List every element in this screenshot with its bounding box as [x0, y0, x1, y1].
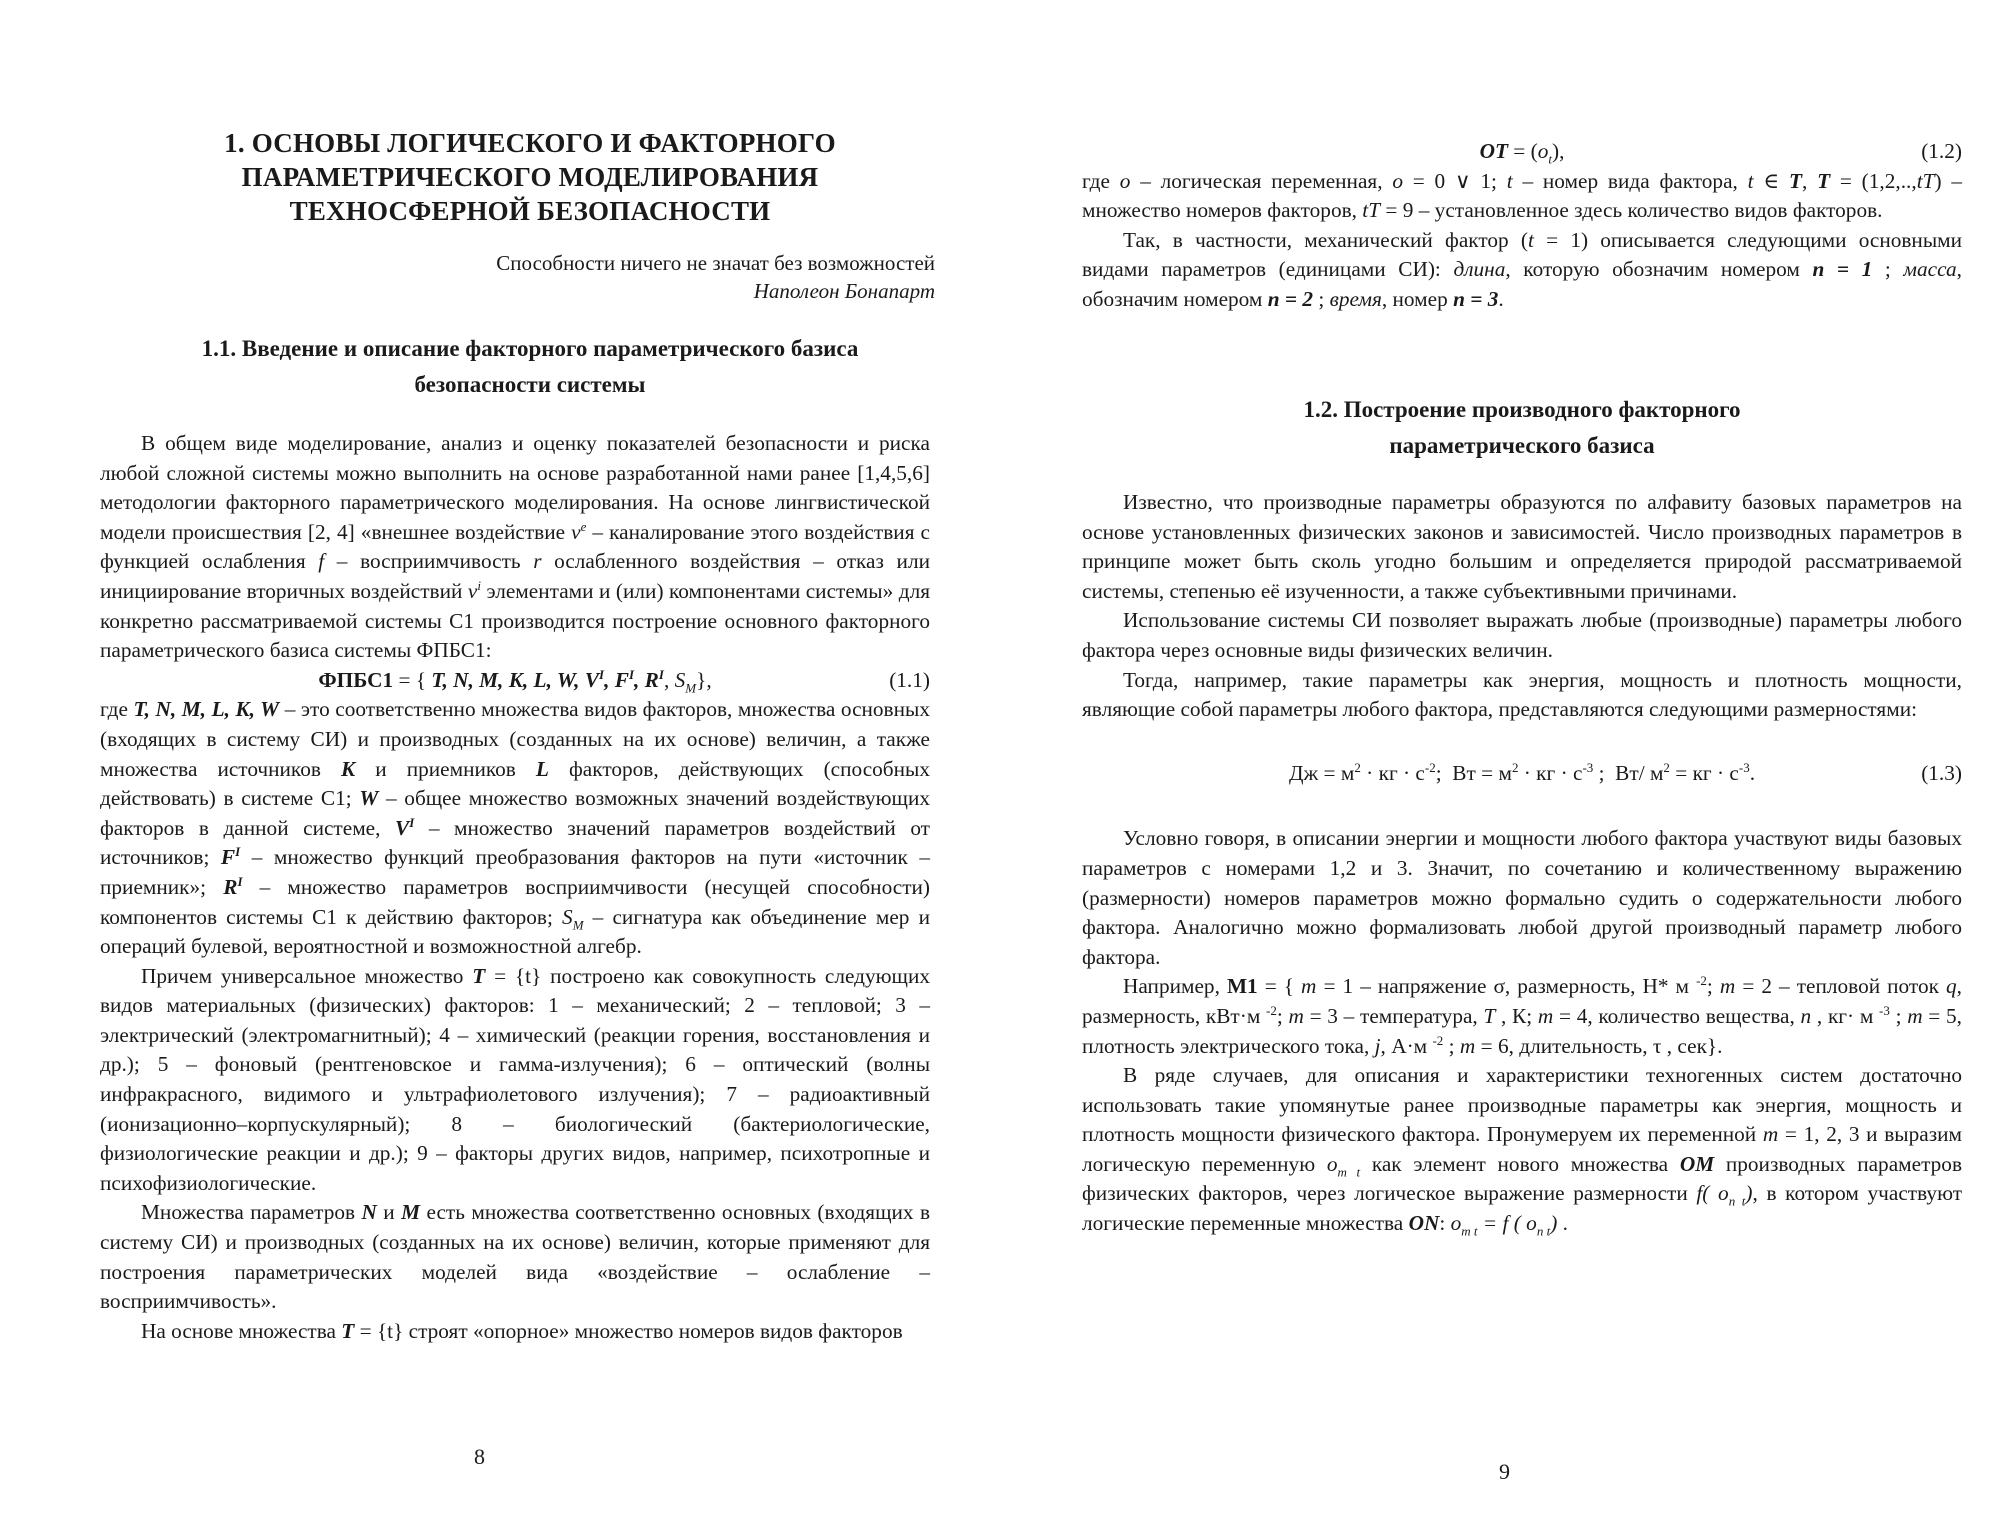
formula-1-1: ФПБС1 = { T, N, M, K, L, W, $V^I$, $F^I$, $R^I$, $S_M$}, (1.1)	[318, 666, 930, 695]
section-title-line-1: 1.2. Построение производного факторного	[1303, 397, 1741, 422]
paragraph: Использование системы СИ позволяет выражать любые (производные) параметры любого фактора через основные виды физических величин.	[1082, 608, 1962, 662]
paragraph: где o – логическая переменная, o = 0 ∨ 1; t – номер вида фактора, t ∈ T, T = (1,2,..,tT) – множество номеров факторов, tT = 9 – установленное здесь количество видов факторов.	[1082, 168, 1963, 223]
section-title-line-1: 1.1. Введение и описание факторного параметрического базиса	[201, 336, 859, 361]
section-title-line-2: параметрического базиса	[1389, 433, 1655, 458]
chapter-title	[100, 126, 960, 228]
epigraph-author: Наполеон Бонапарт	[753, 279, 935, 303]
paragraph: Известно, что производные параметры образуются по алфавиту базовых параметров на основе установленных физических законов и зависимостей. Число производных параметров в принципе может быть сколь угодно большим и определяется природой рассматриваемой системы, степенью её изученности, а также субъективными причинами.	[1082, 490, 1962, 603]
paragraph: Например, М1 = { m = 1 – напряжение σ, размерность, Н* м $^{-2}$; m = 2 – тепловой поток q, размерность, кВт·м $^{-2}$; m = 3 – температура, T , К; m = 4, количество вещества, n , кг· м $^{-3}$ ; m = 5, плотность электрического тока, j, А·м $^{-2}$ ; m = 6, длительность, τ , сек}.	[1082, 973, 1962, 1058]
section-title-line-2: безопасности системы	[414, 372, 646, 397]
paragraph: В ряде случаев, для описания и характеристики техногенных систем достаточно использовать такие упомянутые ранее производные параметры как энергия, мощность и плотность мощности физического фактора. Пронумеруем их переменной m = 1, 2, 3 и выразим логическую переменную $o_{m t}$ как элемент нового множества OM производных параметров физических факторов, через логическое выражение размерности f( $o_{n t}$), в котором участвуют логические переменные множества ON: $o_{m t} = f$ ( $o_{n t}$) .	[1082, 1063, 1963, 1239]
paragraph: Причем универсальное множество T = {t} построено как совокупность следующих видов материальных (физических) факторов: 1 – механический; 2 – тепловой; 3 – электрический (электромагнитный); 4 – химический (реакции горения, восстановления и др.); 5 – фоновый (рентгеновское и гамма-излучения); 6 – оптический (волны инфракрасного, видимого и ультрафиолетового излучения); 7 – радиоактивный (ионизационно–корпускулярный); 8 – биологический (бактериологические, физиологические реакции и др.); 9 – факторы других видов, например, психотропные и психофизиологические.	[100, 963, 930, 1195]
page-number: 9	[1499, 1459, 1510, 1484]
epigraph	[235, 249, 935, 305]
equation-number: (1.1)	[889, 667, 930, 692]
paragraph: Множества параметров N и M есть множества соответственно основных (входящих в систему СИ) и производных (созданных на их основе) величин, которые применяют для построения параметрических моделей вида «воздействие – ослабление – восприимчивость».	[100, 1200, 930, 1314]
paragraph: На основе множества T = {t} строят «опорное» множество номеров видов факторов	[141, 1318, 903, 1343]
chapter-title-line-2: ПАРАМЕТРИЧЕСКОГО МОДЕЛИРОВАНИЯ	[241, 162, 819, 192]
chapter-title-line-3: ТЕХНОСФЕРНОЙ БЕЗОПАСНОСТИ	[289, 196, 771, 226]
paragraph: В общем виде моделирование, анализ и оценку показателей безопасности и риска любой сложной системы можно выполнить на основе разработанной нами ранее [1,4,5,6] методологии факторного параметрического моделирования. На основе лингвистической модели происшествия [2, 4] «внешнее воздействие $v^e$ – каналирование этого воздействия с функцией ослабления f – восприимчивость r ослабленного воздействия – отказ или инициирование вторичных воздействий $v^i$ элементами и (или) компонентами системы» для конкретно рассматриваемой системы С1 производится построение основного факторного параметрического базиса системы ФПБС1:	[100, 431, 930, 663]
right-body-text-top	[1082, 137, 1962, 315]
chapter-title-line-1: 1. ОСНОВЫ ЛОГИЧЕСКОГО И ФАКТОРНОГО	[224, 128, 836, 158]
equation-number: (1.2)	[1921, 139, 1962, 163]
paragraph: Тогда, например, такие параметры как энергия, мощность и плотность мощности, являющие собой параметры любого фактора, представляются следующими размерностями:	[1082, 667, 1962, 722]
section-title-1-1	[100, 331, 960, 403]
right-body-text	[1082, 488, 1962, 1239]
equation-number: (1.3)	[1921, 760, 1962, 785]
section-title-1-2	[1082, 392, 1962, 464]
paragraph: где T, N, M, L, K, W – это соответственно множества видов факторов, множества основных (входящих в систему СИ) и производных (созданных на их основе) величин, а также множества источников K и приемников L факторов, действующих (способных действовать) в системе С1; W – общее множество возможных значений воздействующих факторов в данной системе, $V^I$ – множество значений параметров воздействий от источников; $F^I$ – множество функций преобразования факторов на пути «источник – приемник»; $R^I$ – множество параметров восприимчивости (несущей способности) компонентов системы С1 к действию факторов; $S_M$ – сигнатура как объединение мер и операций булевой, вероятностной и возможностной алгебр.	[100, 697, 930, 959]
formula-1-2: OT = $(o_t)$, (1.2)	[1479, 139, 1962, 167]
formula-label: ФПБС1	[318, 667, 394, 692]
paragraph: Так, в частности, механический фактор (t = 1) описывается следующими основными видами параметров (единицами СИ): длина, которую обозначим номером n = 1 ; масса, обозначим номером n = 2 ; время, номер n = 3.	[1082, 227, 1963, 311]
epigraph-quote: Способности ничего не значат без возможностей	[496, 251, 935, 275]
left-body-text	[100, 429, 930, 1346]
page-number: 8	[474, 1444, 485, 1469]
paragraph: Условно говоря, в описании энергии и мощности любого фактора участвуют виды базовых параметров с номерами 1,2 и 3. Значит, по сочетанию и количественному выражению (размерности) номеров параметров можно формально судить о содержательности любого фактора. Аналогично можно формализовать любой другой производный параметр любого фактора.	[1082, 826, 1962, 969]
formula-1-3: Дж = $м^2$ · кг · $с^{-2}$; Вт = $м^2$ · кг · $с^{-3}$ ; Вт/ $м^2$ = кг · $с^{-3}$. (1.3)	[1082, 759, 1962, 789]
